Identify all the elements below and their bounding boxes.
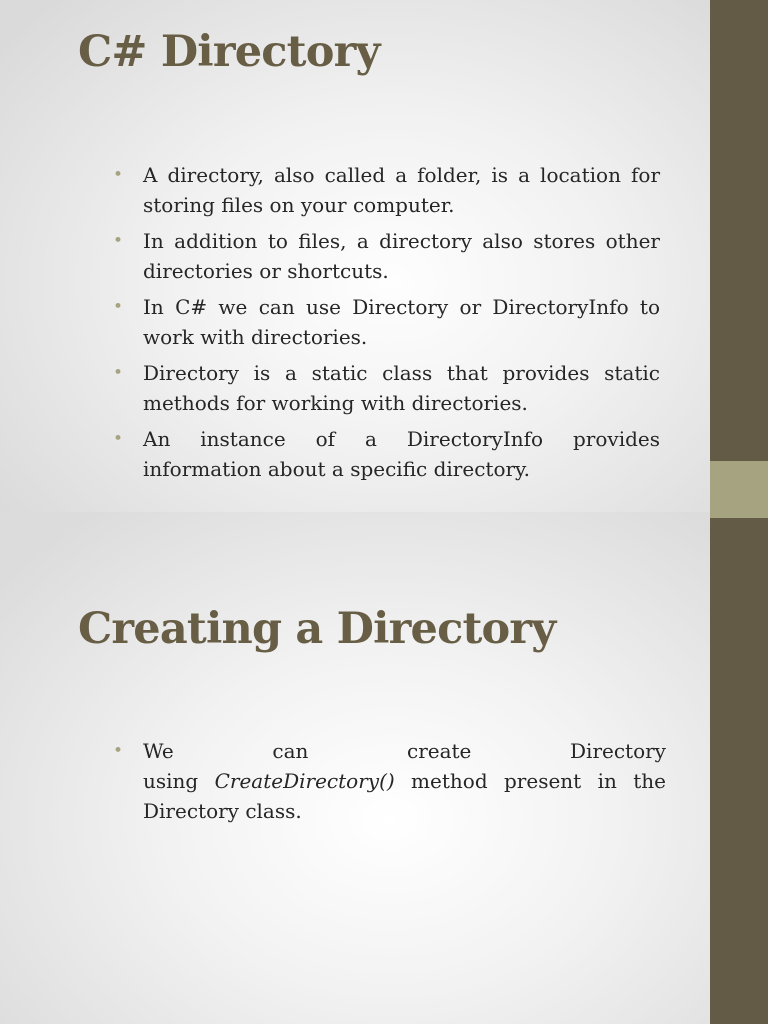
bullet-icon: • [113, 231, 124, 251]
sidebar-accent-decoration [710, 461, 768, 518]
bullet-icon: • [113, 741, 124, 761]
list-item-text: Directory is a static class that provides static methods for working with directories. [143, 361, 660, 415]
bullet-list [113, 736, 666, 832]
word: create [407, 739, 472, 763]
bullet-list [113, 160, 660, 490]
slide-creating-a-directory [0, 512, 710, 1024]
slide-title: C# Directory [78, 27, 380, 77]
text-before-method: using [143, 769, 215, 793]
list-item-first-line [143, 736, 666, 766]
bullet-icon: • [113, 429, 124, 449]
method-name: CreateDirectory() [214, 769, 395, 793]
slide-c-sharp-directory [0, 0, 710, 512]
word: Directory [570, 739, 666, 763]
slide-title: Creating a Directory [78, 604, 556, 654]
bullet-icon: • [113, 165, 124, 185]
word: We [143, 739, 174, 763]
bullet-icon: • [113, 363, 124, 383]
list-item [113, 736, 666, 826]
sidebar-decoration [710, 0, 768, 461]
list-item [113, 358, 660, 418]
list-item [113, 424, 660, 484]
list-item-text: A directory, also called a folder, is a location for storing files on your computer. [143, 163, 660, 217]
bullet-icon: • [113, 297, 124, 317]
list-item [113, 160, 660, 220]
list-item-text: In addition to files, a directory also stores other directories or shortcuts. [143, 229, 660, 283]
text-after-method: method present in the Directory class. [143, 769, 666, 823]
list-item [113, 226, 660, 286]
sidebar-decoration [710, 518, 768, 1024]
list-item-text [143, 766, 666, 826]
list-item-text: An instance of a DirectoryInfo provides information about a specific directory. [143, 427, 660, 481]
list-item [113, 292, 660, 352]
word: can [272, 739, 309, 763]
list-item-text: In C# we can use Directory or DirectoryInfo to work with directories. [143, 295, 660, 349]
